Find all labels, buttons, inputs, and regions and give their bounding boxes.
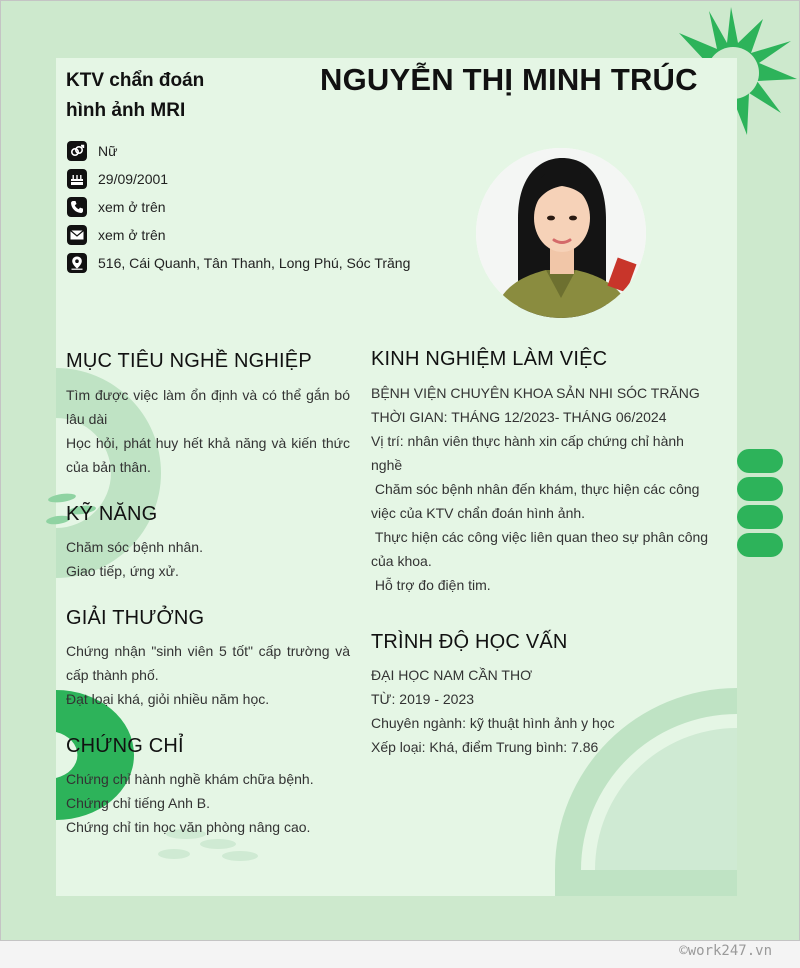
- address-text: 516, Cái Quanh, Tân Thanh, Long Phú, Sóc Trăng: [98, 255, 411, 271]
- certificates-title: CHỨNG CHỈ: [66, 735, 184, 757]
- info-phone: [67, 193, 410, 221]
- gender-text: Nữ: [98, 143, 118, 159]
- certificate-item: Chứng chỉ tiếng Anh B.: [66, 795, 211, 811]
- skill-item: Chăm sóc bệnh nhân.: [66, 539, 203, 555]
- job-title-line-2: hình ảnh MRI: [66, 100, 186, 121]
- skills-body: [66, 535, 350, 583]
- gender-icon: [67, 141, 87, 161]
- job-title: [66, 66, 296, 126]
- experience-line: Hỗ trợ đo điện tim.: [371, 577, 491, 593]
- certificates-body: [66, 767, 350, 839]
- skill-item: Giao tiếp, ứng xử.: [66, 563, 179, 579]
- phone-icon: [67, 197, 87, 217]
- phone-text: xem ở trên: [98, 199, 166, 215]
- personal-info: [67, 137, 410, 277]
- objective-body: [66, 383, 350, 479]
- location-pin-icon: [67, 253, 87, 273]
- watermark: ©work247.vn: [679, 943, 772, 959]
- info-birthday: [67, 165, 410, 193]
- objective-title: MỤC TIÊU NGHỀ NGHIỆP: [66, 350, 312, 372]
- candidate-name: NGUYỄN THỊ MINH TRÚC: [320, 62, 698, 97]
- objective-line: Học hỏi, phát huy hết khả năng và kiến thức của bản thân.: [66, 435, 350, 475]
- birthday-text: 29/09/2001: [98, 171, 169, 187]
- experience-body: [371, 381, 711, 597]
- email-icon: [67, 225, 87, 245]
- experience-line: Thực hiện các công việc liên quan theo sự phân công của khoa.: [371, 529, 712, 569]
- award-item: Đạt loại khá, giỏi nhiều năm học.: [66, 691, 270, 707]
- education-line: Xếp loại: Khá, điểm Trung bình: 7.86: [371, 739, 599, 755]
- avatar: [476, 148, 646, 318]
- awards-body: [66, 639, 350, 711]
- side-tabs-decoration: [737, 447, 800, 563]
- experience-line: THỜI GIAN: THÁNG 12/2023- THÁNG 06/2024: [371, 409, 667, 425]
- certificate-item: Chứng chỉ hành nghề khám chữa bệnh.: [66, 771, 314, 787]
- education-title: TRÌNH ĐỘ HỌC VẤN: [371, 631, 568, 653]
- education-line: Chuyên ngành: kỹ thuật hình ảnh y học: [371, 715, 615, 731]
- award-item: Chứng nhận "sinh viên 5 tốt" cấp trường và cấp thành phố.: [66, 643, 350, 683]
- info-address: [67, 249, 410, 277]
- education-line: TỪ: 2019 - 2023: [371, 691, 475, 707]
- email-text: xem ở trên: [98, 227, 166, 243]
- education-body: [371, 663, 711, 759]
- awards-title: GIẢI THƯỞNG: [66, 607, 205, 629]
- objective-line: Tìm được việc làm ổn định và có thể gắn bó lâu dài: [66, 387, 350, 427]
- info-gender: [67, 137, 410, 165]
- experience-title: KINH NGHIỆM LÀM VIỆC: [371, 348, 608, 370]
- birthday-cake-icon: [67, 169, 87, 189]
- experience-line: Chăm sóc bệnh nhân đến khám, thực hiện các công việc của KTV chẩn đoán hình ảnh.: [371, 481, 704, 521]
- certificate-item: Chứng chỉ tin học văn phòng nâng cao.: [66, 819, 311, 835]
- education-line: ĐẠI HỌC NAM CẦN THƠ: [371, 667, 533, 683]
- skills-title: KỸ NĂNG: [66, 503, 158, 525]
- job-title-line-1: KTV chẩn đoán: [66, 70, 205, 91]
- experience-line: Vị trí: nhân viên thực hành xin cấp chứng chỉ hành nghề: [371, 433, 684, 473]
- info-email: [67, 221, 410, 249]
- experience-line: BỆNH VIỆN CHUYÊN KHOA SẢN NHI SÓC TRĂNG: [371, 385, 700, 401]
